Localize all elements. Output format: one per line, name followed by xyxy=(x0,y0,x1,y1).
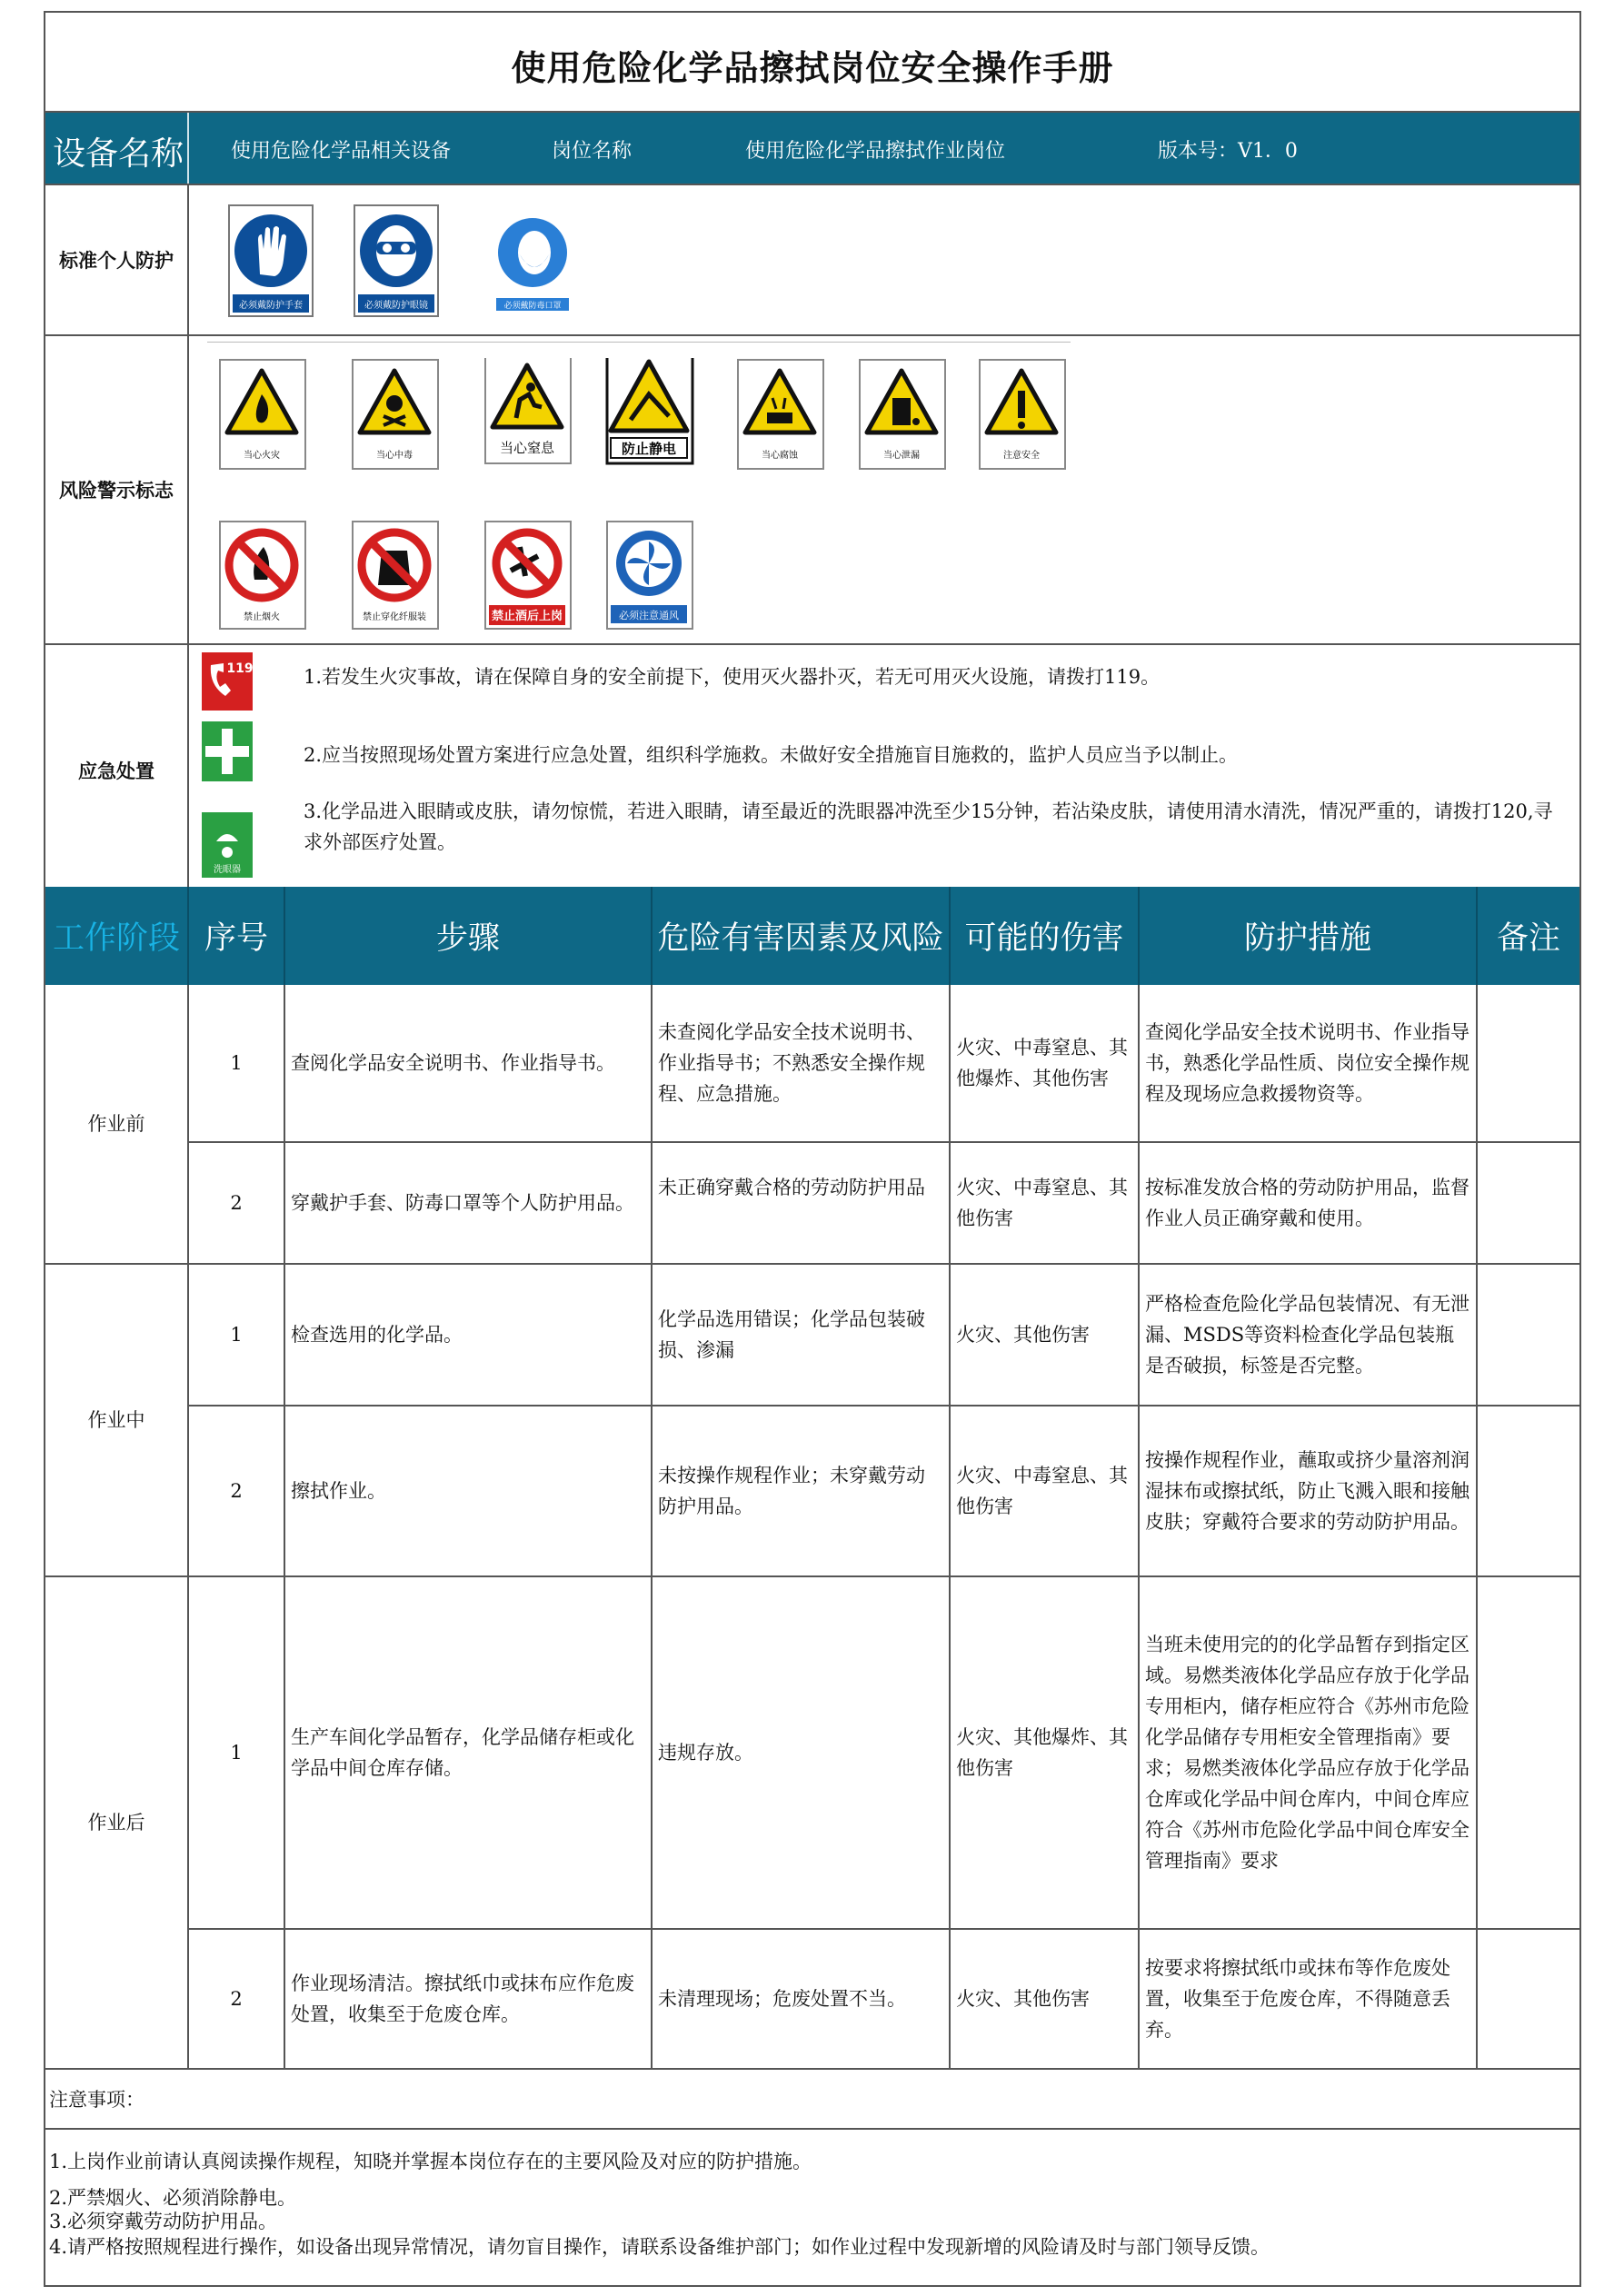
table-row-step: 穿戴护手套、防毒口罩等个人防护用品。 xyxy=(291,1192,634,1214)
stage-before: 作业前 xyxy=(87,1113,145,1135)
table-row-hazard: 未按操作规程作业；未穿戴劳动防护用品。 xyxy=(658,1465,925,1517)
warning-signs xyxy=(218,358,1081,631)
table-row-no: 2 xyxy=(230,1988,243,2010)
table-row-step: 擦拭作业。 xyxy=(291,1480,386,1502)
table-row-no: 1 xyxy=(230,1324,243,1346)
table-row-injury: 火灾、其他伤害 xyxy=(956,1324,1090,1346)
eyewash-icon xyxy=(202,812,253,878)
static-warning-icon xyxy=(607,358,692,463)
table-row-injury: 火灾、其他爆炸、其他伤害 xyxy=(956,1726,1128,1779)
device-header-band xyxy=(45,113,1579,184)
suffocation-warning-icon xyxy=(485,358,571,463)
phone-badge: 119 xyxy=(226,661,254,676)
svg-text:必须注意通风: 必须注意通风 xyxy=(619,610,679,621)
th-step: 步骤 xyxy=(435,920,500,957)
table-row-step: 作业现场清洁。擦拭纸巾或抹布应作危废处置，收集至于危废仓库。 xyxy=(291,1973,634,2025)
table-row-hazard: 违规存放。 xyxy=(658,1742,753,1764)
corrosion-warning-icon xyxy=(738,360,823,469)
note-item-4: 4.请严格按照规程进行操作，如设备出现异常情况，请勿盲目操作，请联系设备维护部门；如作业过程中发现新增的风险请及时与部门领导反馈。 xyxy=(49,2236,1270,2258)
notes-title: 注意事项： xyxy=(49,2089,144,2111)
table-row-remark xyxy=(1478,1577,1579,1928)
mask-icon xyxy=(496,218,569,311)
page-title: 使用危险化学品擦拭岗位安全操作手册 xyxy=(511,48,1114,88)
device-value: 使用危险化学品相关设备 xyxy=(231,140,452,163)
ppe-caption-1: 必须戴防护眼镜 xyxy=(364,301,428,311)
no-chemical-fiber-icon xyxy=(353,522,438,629)
table-row-step: 生产车间化学品暂存，化学品储存柜或化学品中间仓库存储。 xyxy=(291,1726,634,1779)
fire-phone-icon xyxy=(202,652,254,711)
th-stage: 工作阶段 xyxy=(52,920,180,957)
svg-text:禁止酒后上岗: 禁止酒后上岗 xyxy=(491,610,563,623)
leak-warning-icon xyxy=(860,360,945,469)
device-label: 设备名称 xyxy=(53,135,184,173)
version-label: 版本号：V1．0 xyxy=(1158,140,1298,163)
svg-text:禁止穿化纤服装: 禁止穿化纤服装 xyxy=(363,612,426,622)
table-row-measure: 严格检查危险化学品包装情况、有无泄漏、MSDS等资料检查化学品包装瓶是否破损，标签是否完整。 xyxy=(1145,1293,1470,1377)
table-row-injury: 火灾、中毒窒息、其他爆炸、其他伤害 xyxy=(956,1037,1128,1089)
stage-during: 作业中 xyxy=(87,1409,145,1431)
table-row-hazard: 未清理现场；危废处置不当。 xyxy=(658,1988,906,2010)
table-row-step: 查阅化学品安全说明书、作业指导书。 xyxy=(291,1052,615,1074)
note-item-3: 3.必须穿戴劳动防护用品。 xyxy=(49,2211,278,2232)
table-row-hazard: 未正确穿戴合格的劳动防护用品 xyxy=(658,1177,925,1198)
table-row-measure: 当班未使用完的的化学品暂存到指定区域。易燃类液体化学品应存放于化学品专用柜内，储存柜应符合《苏州市危险化学品储存专用柜安全管理指南》要求；易燃类液体化学品应存放于化学品仓库或化学品中间仓库内，中间仓库应符合《苏州市危险化学品中间仓库安全管理指南》要求 xyxy=(1145,1634,1470,1872)
no-drunk-work-icon xyxy=(485,522,571,629)
table-row-measure: 按标准发放合格的劳动防护用品，监督作业人员正确穿戴和使用。 xyxy=(1145,1177,1470,1229)
table-row-step: 检查选用的化学品。 xyxy=(291,1324,463,1346)
svg-text:当心腐蚀: 当心腐蚀 xyxy=(762,451,798,461)
svg-text:注意安全: 注意安全 xyxy=(1003,451,1040,461)
gloves-icon xyxy=(229,205,313,316)
ppe-icons xyxy=(227,204,609,322)
th-no: 序号 xyxy=(204,920,268,957)
manual-sheet xyxy=(44,11,1581,2287)
table-row-no: 2 xyxy=(230,1192,243,1214)
emergency-item-3: 3.化学品进入眼睛或皮肤，请勿惊慌，若进入眼睛，请至最近的洗眼器冲洗至少15分钟，若沾染皮肤，请使用清水清洗，情况严重的，请拨打120,寻求外部医疗处置。 xyxy=(304,800,1553,853)
safety-warning-icon xyxy=(980,360,1065,469)
table-row-measure: 查阅化学品安全技术说明书、作业指导书，熟悉化学品性质、岗位安全操作规程及现场应急救援物资等。 xyxy=(1145,1021,1470,1105)
table-row-remark xyxy=(1478,1406,1579,1575)
svg-text:当心中毒: 当心中毒 xyxy=(376,451,413,461)
warning-caption: 当心火灾 xyxy=(244,451,280,461)
table-row-no: 1 xyxy=(230,1742,243,1764)
ppe-caption-0: 必须戴防护手套 xyxy=(239,301,303,311)
stage-after: 作业后 xyxy=(87,1812,145,1834)
poison-warning-icon xyxy=(353,360,438,469)
table-row-remark xyxy=(1478,1143,1579,1263)
eyewash-caption: 洗眼器 xyxy=(214,865,241,875)
svg-text:防止静电: 防止静电 xyxy=(621,441,677,457)
th-hazard: 危险有害因素及风险 xyxy=(657,920,944,957)
table-row-injury: 火灾、中毒窒息、其他伤害 xyxy=(956,1465,1128,1517)
svg-text:当心窒息: 当心窒息 xyxy=(499,440,555,456)
post-label: 岗位名称 xyxy=(552,140,633,163)
emergency-item-1: 1.若发生火灾事故，请在保障自身的安全前提下，使用灭火器扑灭，若无可用灭火设施，请拨打119。 xyxy=(304,666,1161,688)
th-injury: 可能的伤害 xyxy=(964,920,1124,957)
first-aid-icon xyxy=(202,721,253,781)
emergency-label: 应急处置 xyxy=(78,760,154,782)
table-row-measure: 按操作规程作业，蘸取或挤少量溶剂润湿抹布或擦拭纸，防止飞溅入眼和接触皮肤；穿戴符合要求的劳动防护用品。 xyxy=(1145,1449,1470,1533)
table-row-measure: 按要求将擦拭纸巾或抹布等作危废处置，收集至于危废仓库，不得随意丢弃。 xyxy=(1145,1957,1450,2041)
no-smoking-fire-icon xyxy=(220,522,305,629)
table-row-hazard: 化学品选用错误；化学品包装破损、渗漏 xyxy=(658,1308,925,1361)
ppe-caption-2: 必须戴防毒口罩 xyxy=(503,302,562,311)
note-item-2: 2.严禁烟火、必须消除静电。 xyxy=(49,2187,297,2209)
th-remark: 备注 xyxy=(1496,920,1560,957)
table-row-hazard: 未查阅化学品安全技术说明书、作业指导书；不熟悉安全操作规程、应急措施。 xyxy=(658,1021,925,1105)
table-row-injury: 火灾、其他伤害 xyxy=(956,1988,1090,2010)
svg-text:禁止烟火: 禁止烟火 xyxy=(244,612,280,622)
th-measure: 防护措施 xyxy=(1243,920,1371,957)
table-row-remark xyxy=(1478,1930,1579,2068)
svg-text:当心泄漏: 当心泄漏 xyxy=(883,451,920,461)
ventilation-icon xyxy=(607,522,692,629)
note-item-1: 1.上岗作业前请认真阅读操作规程，知晓并掌握本岗位存在的主要风险及对应的防护措施。 xyxy=(49,2151,812,2172)
table-row-injury: 火灾、中毒窒息、其他伤害 xyxy=(956,1177,1128,1229)
goggles-icon xyxy=(354,205,438,316)
ppe-label: 标准个人防护 xyxy=(59,250,174,272)
table-row-remark xyxy=(1478,1265,1579,1405)
fire-warning-icon xyxy=(220,360,305,469)
table-row-no: 2 xyxy=(230,1480,243,1502)
table-row-remark xyxy=(1478,985,1579,1141)
post-value: 使用危险化学品擦拭作业岗位 xyxy=(745,140,1006,163)
emergency-icons xyxy=(198,649,256,881)
emergency-item-2: 2.应当按照现场处置方案进行应急处置，组织科学施救。未做好安全措施盲目施救的，监护人员应当予以制止。 xyxy=(304,744,1239,766)
table-row-no: 1 xyxy=(230,1052,243,1074)
warnings-label: 风险警示标志 xyxy=(59,480,174,502)
